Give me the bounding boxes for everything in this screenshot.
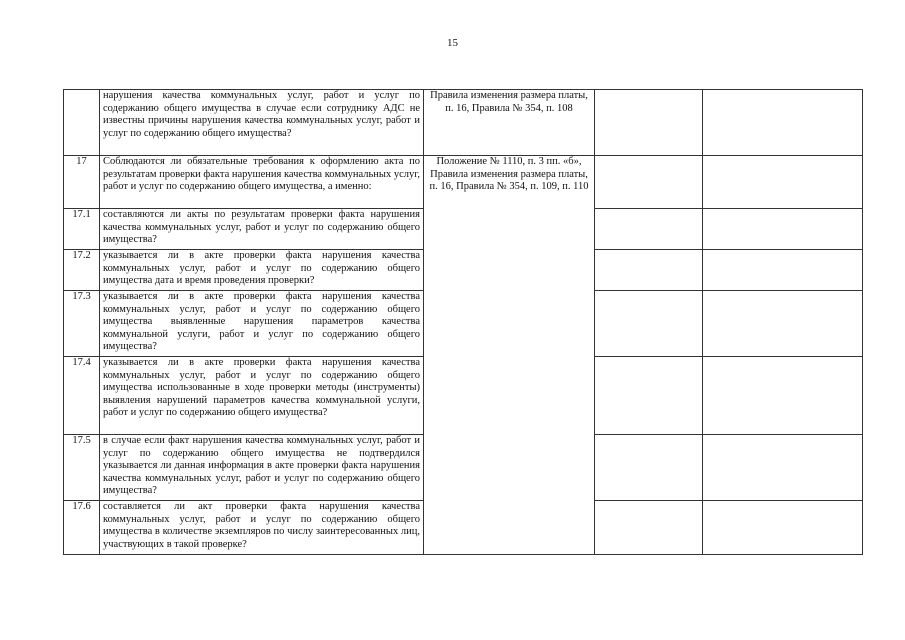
row-number: 17.1 xyxy=(64,209,100,250)
note-cell[interactable] xyxy=(703,435,863,501)
note-cell[interactable] xyxy=(703,291,863,357)
row-number: 17.5 xyxy=(64,435,100,501)
table-row xyxy=(64,156,863,209)
row-question: нарушения качества коммунальных услуг, работ и услуг по содержанию общего имущества в случае если сотруднику АДС не известны причины нарушения качества коммунальных услуг, работ и услуг по содержанию общего имущества? xyxy=(100,90,424,156)
answer-cell[interactable] xyxy=(595,501,703,555)
note-cell[interactable] xyxy=(703,156,863,209)
row-reference: Положение № 1110, п. 3 пп. «б», Правила изменения размера платы, п. 16, Правила № 354, п. 109, п. 110 xyxy=(424,156,595,555)
row-number: 17.2 xyxy=(64,250,100,291)
row-question: в случае если факт нарушения качества коммунальных услуг, работ и услуг по содержанию общего имущества не подтвердился указывается ли данная информация в акте проверки факта нарушения качества коммунальных услуг, работ и услуг по содержанию общего имущества? xyxy=(100,435,424,501)
row-number: 17 xyxy=(64,156,100,209)
note-cell[interactable] xyxy=(703,501,863,555)
row-number: 17.3 xyxy=(64,291,100,357)
answer-cell[interactable] xyxy=(595,357,703,435)
note-cell[interactable] xyxy=(703,357,863,435)
note-cell[interactable] xyxy=(703,250,863,291)
row-question: указывается ли в акте проверки факта нарушения качества коммунальных услуг, работ и услуг по содержанию общего имущества выявленные нарушения параметров качества коммунальной услуги, работ и услуг по содержанию общего имущества? xyxy=(100,291,424,357)
answer-cell[interactable] xyxy=(595,209,703,250)
row-question: составляется ли акт проверки факта нарушения качества коммунальных услуг, работ и услуг по содержанию общего имущества в количестве экземпляров по числу заинтересованных лиц, участвующих в такой проверке? xyxy=(100,501,424,555)
answer-cell[interactable] xyxy=(595,435,703,501)
page-number: 15 xyxy=(447,37,458,49)
row-reference: Правила изменения размера платы, п. 16, Правила № 354, п. 108 xyxy=(424,90,595,156)
row-question: составляются ли акты по результатам проверки факта нарушения качества коммунальных услуг, работ и услуг по содержанию общего имущества? xyxy=(100,209,424,250)
row-number: 17.6 xyxy=(64,501,100,555)
answer-cell[interactable] xyxy=(595,291,703,357)
row-question: Соблюдаются ли обязательные требования к оформлению акта по результатам проверки факта нарушения качества коммунальных услуг, работ и услуг по содержанию общего имущества, а именно: xyxy=(100,156,424,209)
answer-cell[interactable] xyxy=(595,90,703,156)
answer-cell[interactable] xyxy=(595,156,703,209)
answer-cell[interactable] xyxy=(595,250,703,291)
row-number xyxy=(64,90,100,156)
row-question: указывается ли в акте проверки факта нарушения качества коммунальных услуг, работ и услуг по содержанию общего имущества дата и время проведения проверки? xyxy=(100,250,424,291)
checklist-table xyxy=(63,89,863,555)
row-question: указывается ли в акте проверки факта нарушения качества коммунальных услуг, работ и услуг по содержанию общего имущества использованные в ходе проверки методы (инструменты) выявления нарушений параметров качества коммунальной услуги, работ и услуг по содержанию общего имущества? xyxy=(100,357,424,435)
table-row xyxy=(64,90,863,156)
note-cell[interactable] xyxy=(703,90,863,156)
row-number: 17.4 xyxy=(64,357,100,435)
note-cell[interactable] xyxy=(703,209,863,250)
